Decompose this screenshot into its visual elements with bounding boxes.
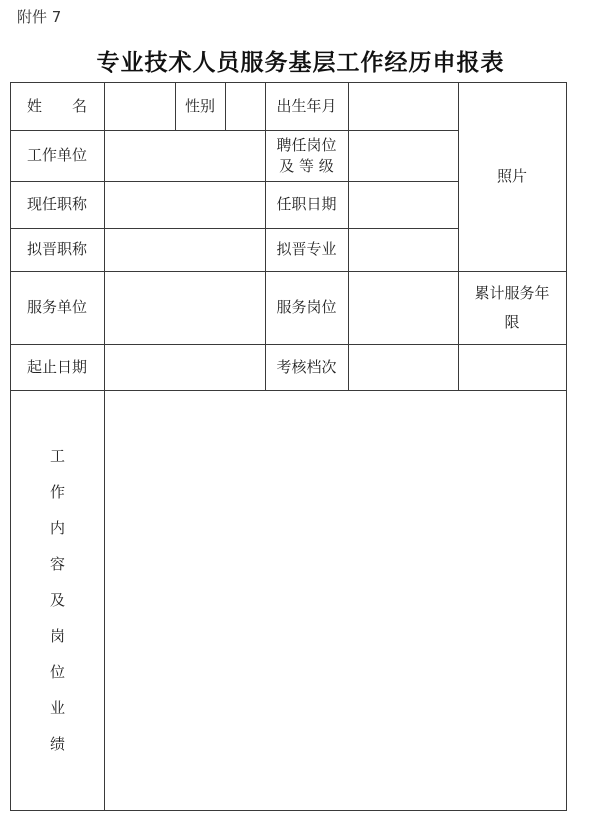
name-field[interactable] xyxy=(105,83,175,130)
gender-label: 性别 xyxy=(184,96,215,115)
work-content-field[interactable] xyxy=(105,391,566,810)
proposed-title-field[interactable] xyxy=(105,229,265,271)
proposed-title-label: 拟晋职称 xyxy=(26,240,87,259)
work-unit-label: 工作单位 xyxy=(26,146,87,165)
work-content-char: 工 xyxy=(49,447,65,465)
work-content-char: 业 xyxy=(49,699,65,717)
birth-date-label: 出生年月 xyxy=(276,96,337,115)
work-content-char: 容 xyxy=(49,555,65,573)
photo-area[interactable]: 照片 xyxy=(496,167,527,186)
period-field[interactable] xyxy=(105,345,265,390)
hired-post-label-line1: 聘任岗位 xyxy=(276,136,337,155)
hired-post-label xyxy=(265,130,348,181)
birth-date-field[interactable] xyxy=(349,83,458,130)
current-title-label: 现任职称 xyxy=(26,195,87,214)
gender-field[interactable] xyxy=(226,83,265,130)
assessment-label: 考核档次 xyxy=(276,357,337,376)
appoint-date-field[interactable] xyxy=(349,182,458,228)
proposed-major-field[interactable] xyxy=(349,229,458,271)
service-years-label-line1: 累计服务年 xyxy=(474,284,550,302)
period-label: 起止日期 xyxy=(26,357,87,376)
proposed-major-label: 拟晋专业 xyxy=(276,240,337,259)
work-content-label xyxy=(10,390,105,810)
work-content-char: 作 xyxy=(49,483,65,501)
hired-post-label-line2: 及 等 级 xyxy=(279,156,334,175)
hired-post-field[interactable] xyxy=(349,131,458,181)
service-years-field[interactable] xyxy=(459,345,566,390)
work-content-char: 及 xyxy=(49,591,65,609)
service-unit-field[interactable] xyxy=(105,272,265,344)
attachment-label: 附件 7 xyxy=(17,8,62,26)
work-content-char: 绩 xyxy=(49,735,65,753)
table-border-bottom xyxy=(10,810,567,811)
service-post-label: 服务岗位 xyxy=(276,298,337,317)
form-title: 专业技术人员服务基层工作经历申报表 xyxy=(96,49,505,76)
work-content-char: 内 xyxy=(49,519,65,537)
work-content-char: 岗 xyxy=(49,627,65,645)
service-years-label xyxy=(458,271,566,344)
current-title-field[interactable] xyxy=(105,182,265,228)
service-unit-label: 服务单位 xyxy=(26,298,87,317)
service-post-field[interactable] xyxy=(349,272,458,344)
table-border-right xyxy=(566,82,567,811)
service-years-label-line2: 限 xyxy=(504,312,520,331)
name-label: 姓 名 xyxy=(26,96,87,115)
appoint-date-label: 任职日期 xyxy=(276,195,337,214)
work-unit-field[interactable] xyxy=(105,131,265,181)
work-content-char: 位 xyxy=(49,663,65,681)
assessment-field[interactable] xyxy=(349,345,458,390)
